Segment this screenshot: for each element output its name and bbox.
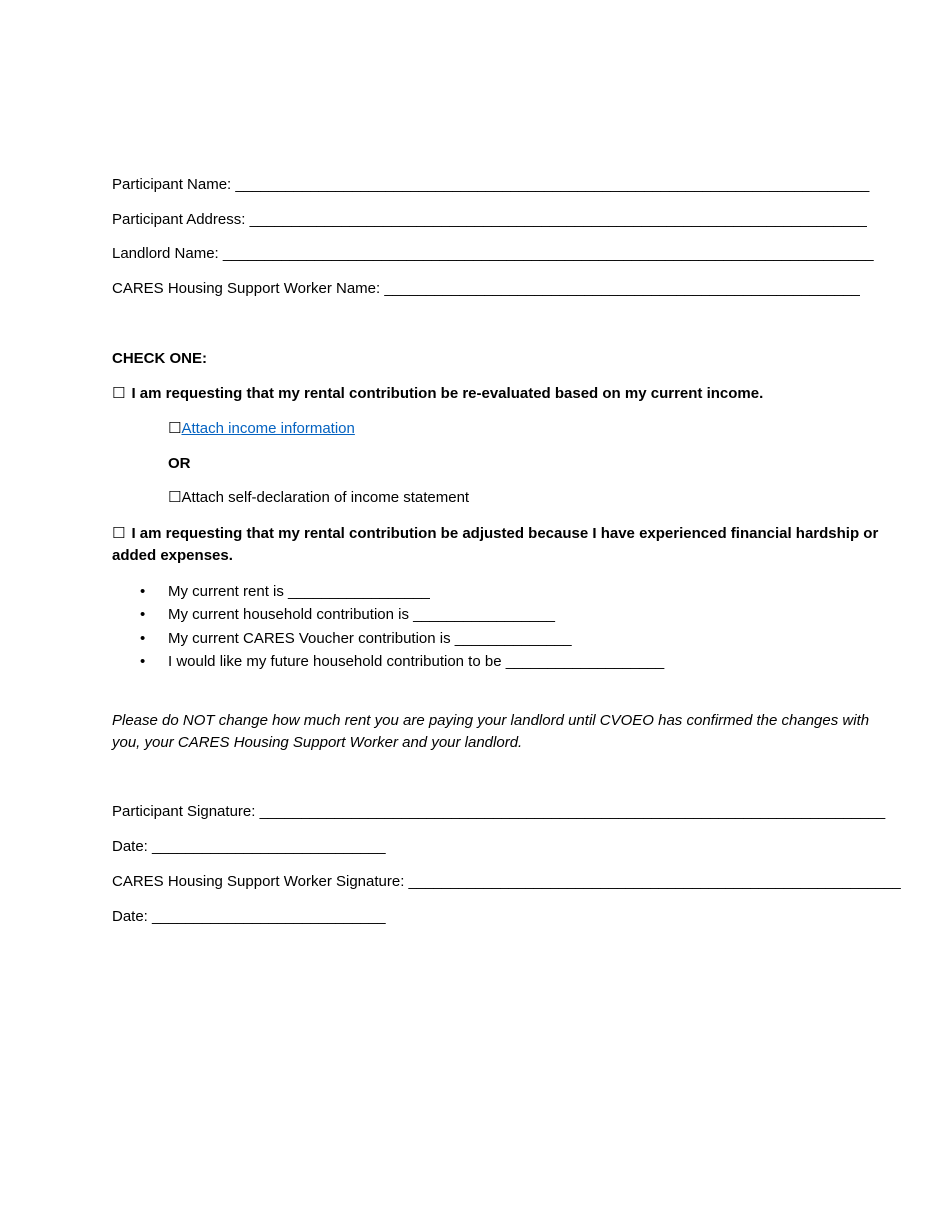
list-item[interactable] [112,652,664,675]
bullet-icon: • [140,606,146,624]
option-adjust-label: I am requesting that my rental contribution be adjusted because I have experienced financial hardship or added expenses. [112,525,879,564]
landlord-name-field[interactable]: Landlord Name: ______________________________________________________________________________ [112,245,874,262]
checkbox-reevaluate[interactable]: ☐ [112,385,126,402]
option-reevaluate-label: I am requesting that my rental contribution be re-evaluated based on my current income. [131,385,764,402]
option-adjust [112,523,882,567]
option-reevaluate [112,384,763,404]
sub-option-income-info [168,419,355,439]
list-item[interactable] [112,582,664,605]
date-field-2[interactable]: Date: ____________________________ [112,908,386,925]
list-item[interactable] [112,629,664,652]
contribution-list [112,582,664,675]
bullet-icon: • [140,629,146,647]
worker-name-field[interactable]: CARES Housing Support Worker Name: _________________________________________________________ [112,280,860,297]
list-item-text: My current household contribution is _________________ [168,606,555,624]
date-field-1[interactable]: Date: ____________________________ [112,838,386,855]
bullet-icon: • [140,652,146,670]
bullet-icon: • [140,583,146,600]
worker-signature-field[interactable]: CARES Housing Support Worker Signature: ___________________________________________________________ [112,873,901,890]
participant-signature-field[interactable]: Participant Signature: ___________________________________________________________________________ [112,803,886,820]
notice-text: Please do NOT change how much rent you are paying your landlord until CVOEO has confirmed the changes with you, your CARES Housing Support Worker and your landlord. [112,712,870,751]
list-item-text: I would like my future household contribution to be ___________________ [168,652,665,670]
attach-income-link[interactable]: Attach income information [181,420,355,437]
sub-option-self-declaration [168,488,469,508]
self-declaration-label: Attach self-declaration of income statement [181,489,470,506]
participant-address-field[interactable]: Participant Address: __________________________________________________________________________ [112,211,867,228]
or-label: OR [168,455,191,472]
checkbox-adjust[interactable]: ☐ [112,525,126,542]
list-item[interactable] [112,605,664,628]
list-item-text: My current CARES Voucher contribution is ______________ [168,629,572,647]
checkbox-income-info[interactable]: ☐ [168,420,182,437]
checkbox-self-declaration[interactable]: ☐ [168,489,182,506]
list-item-text: My current rent is _________________ [168,583,430,600]
participant-name-field[interactable]: Participant Name: ____________________________________________________________________________ [112,176,870,193]
check-one-heading: CHECK ONE: [112,350,208,367]
